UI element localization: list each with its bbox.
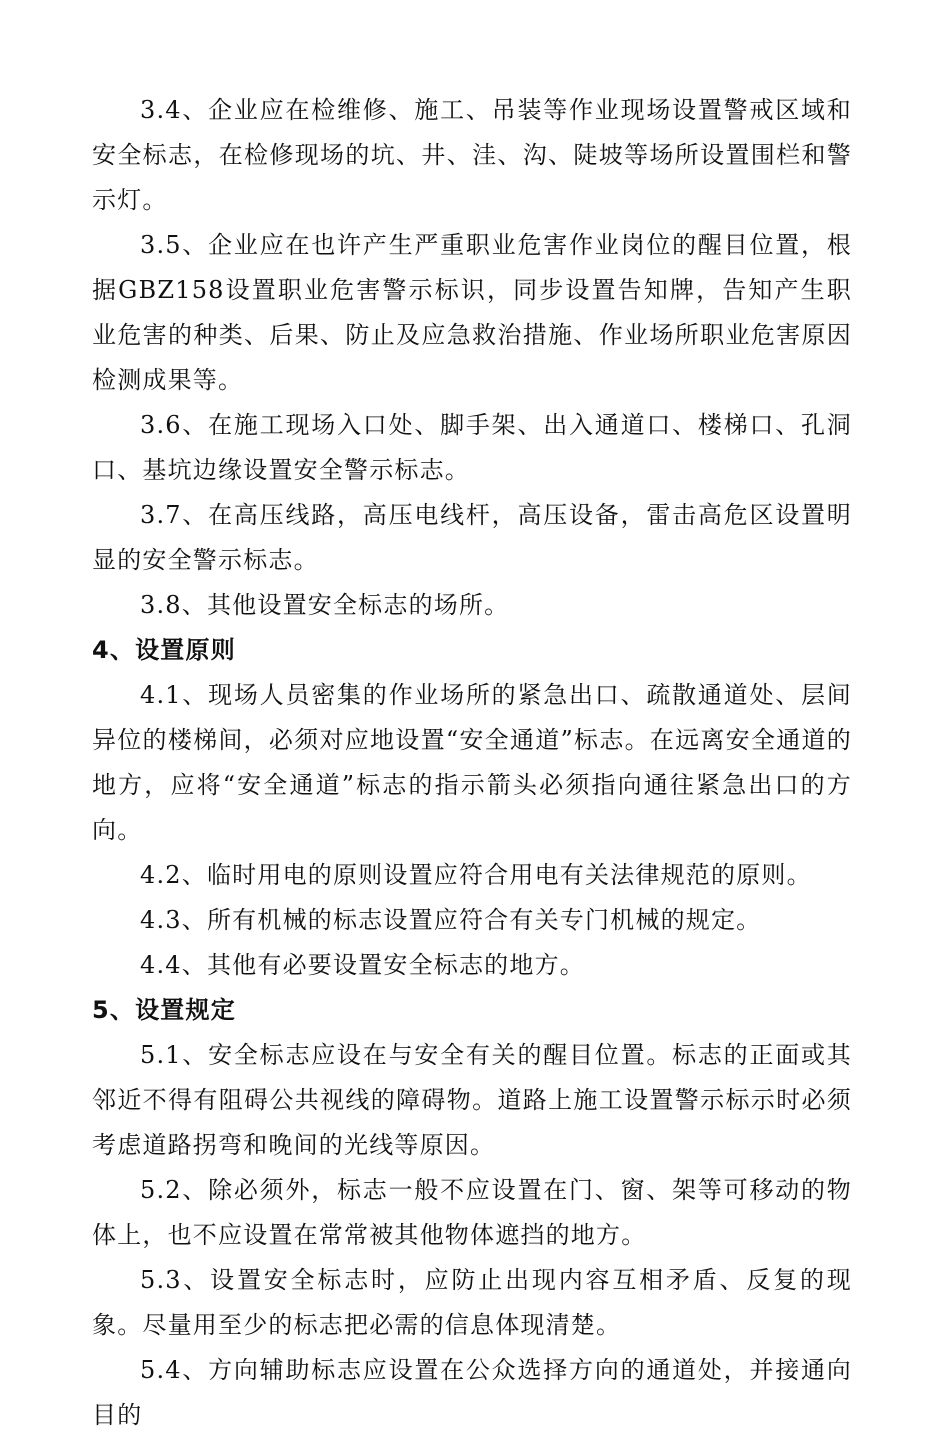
paragraph-3-5: 3.5、企业应在也许产生严重职业危害作业岗位的醒目位置，根据GBZ158设置职业危害警示标识，同步设置告知牌，告知产生职业危害的种类、后果、防止及应急救治措施、作业场所职业危害原因检测成果等。: [92, 231, 852, 394]
paragraph-3-7: 3.7、在高压线路，高压电线杆，高压设备，雷击高危区设置明显的安全警示标志。: [92, 501, 852, 574]
paragraph-3-6: 3.6、在施工现场入口处、脚手架、出入通道口、楼梯口、孔洞口、基坑边缘设置安全警示标志。: [92, 411, 852, 484]
paragraph-5-3: 5.3、设置安全标志时，应防止出现内容互相矛盾、反复的现象。尽量用至少的标志把必需的信息体现清楚。: [92, 1266, 852, 1339]
paragraph-5-4: 5.4、方向辅助标志应设置在公众选择方向的通道处，并接通向目的: [92, 1356, 852, 1429]
paragraph-5-1: 5.1、安全标志应设在与安全有关的醒目位置。标志的正面或其邻近不得有阻碍公共视线的障碍物。道路上施工设置警示标示时必须考虑道路拐弯和晚间的光线等原因。: [92, 1041, 852, 1159]
section-heading-5: 5、设置规定: [92, 996, 236, 1024]
document-body: [92, 88, 852, 1438]
paragraph-5-2: 5.2、除必须外，标志一般不应设置在门、窗、架等可移动的物体上，也不应设置在常常被其他物体遮挡的地方。: [92, 1176, 852, 1249]
paragraph-4-4: 4.4、其他有必要设置安全标志的地方。: [140, 951, 585, 979]
paragraph-4-1: 4.1、现场人员密集的作业场所的紧急出口、疏散通道处、层间异位的楼梯间，必须对应地设置“安全通道”标志。在远离安全通道的地方，应将“安全通道”标志的指示箭头必须指向通往紧急出口的方向。: [92, 681, 852, 844]
section-heading-4: 4、设置原则: [92, 636, 236, 664]
paragraph-4-2: 4.2、临时用电的原则设置应符合用电有关法律规范的原则。: [140, 861, 812, 889]
paragraph-3-8: 3.8、其他设置安全标志的场所。: [140, 591, 510, 619]
paragraph-3-4: 3.4、企业应在检维修、施工、吊装等作业现场设置警戒区域和安全标志，在检修现场的坑、井、洼、沟、陡坡等场所设置围栏和警示灯。: [92, 96, 852, 214]
paragraph-4-3: 4.3、所有机械的标志设置应符合有关专门机械的规定。: [140, 906, 762, 934]
